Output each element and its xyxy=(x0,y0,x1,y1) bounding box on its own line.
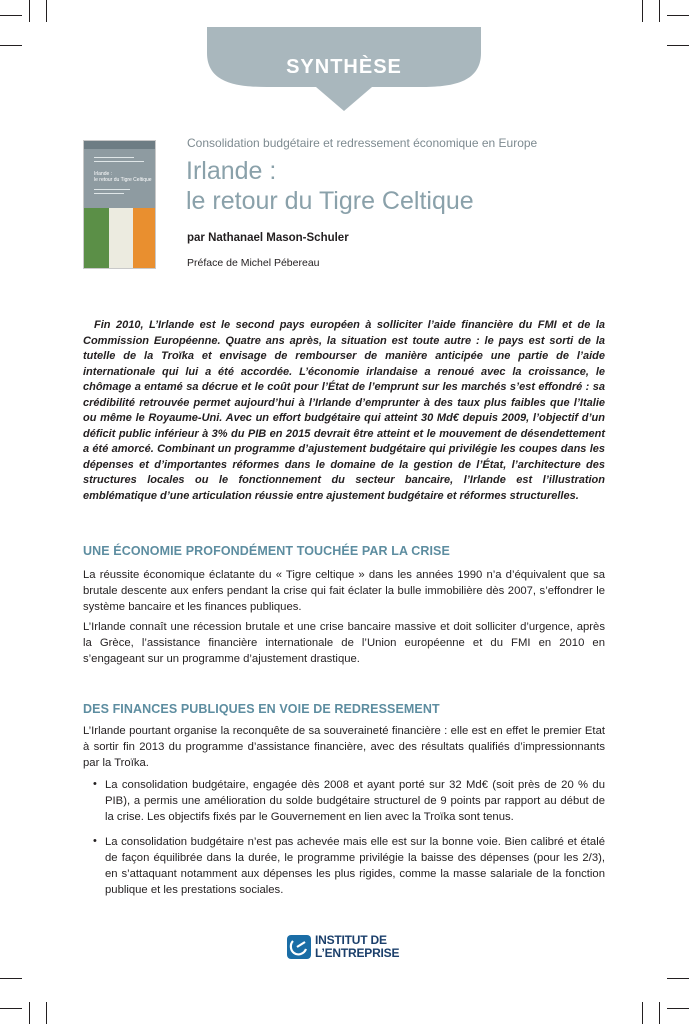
institut-logo xyxy=(287,934,407,962)
crop-mark xyxy=(0,1008,22,1009)
series-subtitle: Consolidation budgétaire et redressement économique en Europe xyxy=(187,136,538,150)
cover-text-line xyxy=(94,157,134,158)
crop-mark xyxy=(667,1008,689,1009)
crop-mark xyxy=(659,1002,660,1024)
bullet-icon: • xyxy=(93,835,97,847)
logo-line2: L’ENTREPRISE xyxy=(315,946,400,960)
logo-text xyxy=(315,934,399,960)
crop-mark xyxy=(46,0,47,22)
crop-mark xyxy=(667,978,689,979)
crop-mark xyxy=(0,15,22,16)
page-title xyxy=(186,156,474,216)
book-cover-image xyxy=(83,140,156,269)
section2-intro: L’Irlande pourtant organise la reconquête de sa souveraineté financière : elle est en effet le premier Etat à sortir fin 2013 du programme d’assistance financière, avec des résultats qualifiés d’impressionnants par la Troïka. xyxy=(83,725,605,769)
crop-mark xyxy=(29,0,30,22)
synthese-banner xyxy=(207,27,481,111)
cover-white-band xyxy=(109,208,133,268)
crop-mark xyxy=(667,45,689,46)
section-heading-economy: UNE ÉCONOMIE PROFONDÉMENT TOUCHÉE PAR LA CRISE xyxy=(83,544,450,558)
title-line1: Irlande : xyxy=(186,157,277,185)
cover-title xyxy=(94,171,152,183)
bullet-item: La consolidation budgétaire n’est pas achevée mais elle est sur la bonne voie. Bien calibré et étalé de façon équilibrée dans la durée, le programme privilégie la baisse des dépenses (pour les 2/3), en s’attaquant notamment aux dépenses les plus rigides, comme la masse salariale de la fonction publique et les prestations sociales. xyxy=(105,836,605,896)
logo-line1: INSTITUT DE xyxy=(315,933,387,947)
cover-title-line2: le retour du Tigre Celtique xyxy=(94,177,152,183)
crop-mark xyxy=(0,45,22,46)
section1-paragraph: L’Irlande connaît une récession brutale et une crise bancaire massive et doit solliciter d’urgence, après la Grèce, l’assistance financière internationale de l’Union européenne et du FMI en 2010 en s’engageant sur un programme d’ajustement drastique. xyxy=(83,621,605,665)
cover-text-line xyxy=(94,193,124,194)
logo-mark-icon xyxy=(287,935,311,959)
crop-mark xyxy=(0,978,22,979)
crop-mark xyxy=(667,15,689,16)
abstract-paragraph: Fin 2010, L’Irlande est le second pays européen à solliciter l’aide financière du FMI et de la Commission Européenne. Quatre ans après, la situation est toute autre : le pays est sorti de la tutelle de la Troïka et envisage de rembourser de manière anticipée une partie de l’aide internationale qui lui a été accordée. L’économie irlandaise a renoué avec la croissance, le chômage a entamé sa décrue et le coût pour l’État de l’emprunt sur les marchés s’est effondré : sa crédibilité retrouvée permet aujourd’hui à l’Irlande d’emprunter à des taux plus faibles que l’Italie ou même le Royaume-Uni. Avec un effort budgétaire qui atteint 30 Md€ depuis 2009, l’objectif d’un déficit public inférieur à 3% du PIB en 2015 devrait être atteint et le mouvement de désendettement a été amorcé. Combinant un programme d’ajustement budgétaire qui privilégie les coupes dans les dépenses et d’importantes réformes dans le domaine de la gestion de l’État, l’architecture des structures locales ou le fonctionnement du secteur bancaire, l’Irlande est l’illustration emblématique d’une articulation réussie entre ajustement budgétaire et réformes structurelles. xyxy=(83,319,605,502)
cover-green-band xyxy=(84,208,109,268)
section-heading-finances: DES FINANCES PUBLIQUES EN VOIE DE REDRESSEMENT xyxy=(83,702,440,716)
title-line2: le retour du Tigre Celtique xyxy=(186,187,474,215)
author: par Nathanael Mason-Schuler xyxy=(187,232,349,244)
crop-mark xyxy=(642,1002,643,1024)
crop-mark xyxy=(46,1002,47,1024)
preface-credit: Préface de Michel Pébereau xyxy=(187,257,320,269)
crop-mark xyxy=(642,0,643,22)
cover-orange-band xyxy=(133,208,155,268)
section1-paragraph: La réussite économique éclatante du « Tigre celtique » dans les années 1990 n’a d’équivalent que sa brutale descente aux enfers pendant la crise qui fait éclater la bulle immobilière dès 2007, s’effondrer le système bancaire et les finances publiques. xyxy=(83,569,605,613)
banner-label: SYNTHÈSE xyxy=(286,56,402,78)
bullet-icon: • xyxy=(93,778,97,790)
cover-text-line xyxy=(94,161,144,162)
cover-top-strip xyxy=(84,141,155,149)
cover-title-line1: Irlande : xyxy=(94,171,113,177)
crop-mark xyxy=(659,0,660,22)
cover-text-line xyxy=(94,189,130,190)
crop-mark xyxy=(29,1002,30,1024)
bullet-item: La consolidation budgétaire, engagée dès 2008 et ayant porté sur 32 Md€ (soit près de 20 % du PIB), a permis une amélioration du solde budgétaire structurel de 9 points par rapport au début de la crise. Les objectifs fixés par le Gouvernement en lien avec la Troïka sont tenus. xyxy=(105,779,605,823)
